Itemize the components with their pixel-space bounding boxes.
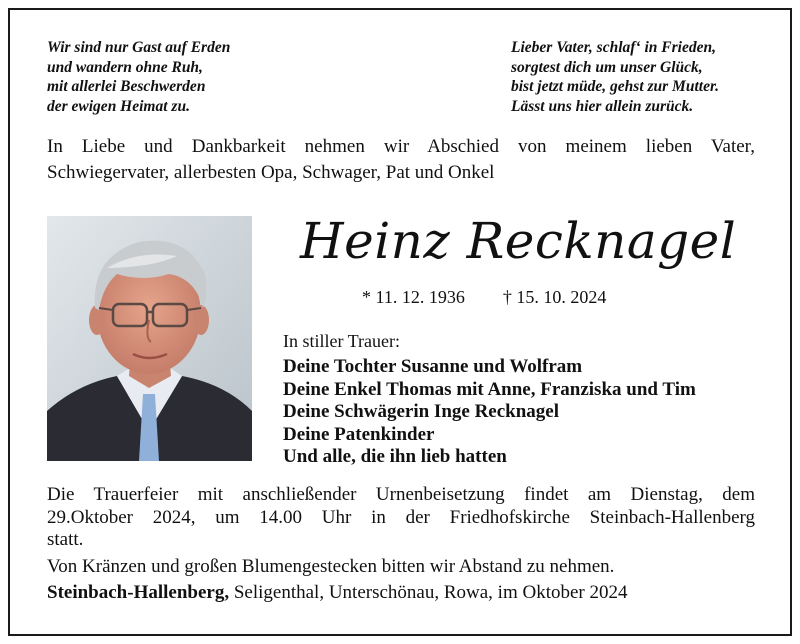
mourning-label: In stiller Trauer: (283, 331, 400, 351)
place-and-date (47, 582, 628, 604)
mourner-line: Und alle, die ihn lieb hatten (283, 446, 507, 467)
mourners-list (283, 356, 696, 469)
poem-left-line: der ewigen Heimat zu. (47, 97, 190, 115)
poem-left-line: Wir sind nur Gast auf Erden (47, 39, 231, 56)
place-main: Steinbach-Hallenberg, (47, 582, 230, 603)
poem-right-line: Lässt uns hier allein zurück. (511, 97, 694, 115)
poem-left-line: und wandern ohne Ruh, (47, 58, 203, 76)
intro-line: In Liebe und Dankbarkeit nehmen wir Abschied von meinem lieben Vater, (47, 136, 755, 157)
poem-right-line: bist jetzt müde, gehst zur Mutter. (511, 78, 720, 95)
place-rest: Seligenthal, Unterschönau, Rowa, im Oktober 2024 (229, 582, 628, 603)
mourner-line: Deine Patenkinder (283, 423, 435, 445)
life-dates (362, 286, 606, 308)
flowers-request: Von Kränzen und großen Blumengestecken bitten wir Abstand zu nehmen. (47, 556, 615, 577)
poem-right-line: sorgtest dich um unser Glück, (511, 58, 703, 76)
service-announcement (47, 484, 755, 552)
service-line: Die Trauerfeier mit anschließender Urnenbeisetzung findet am Dienstag, dem (47, 484, 755, 505)
mourner-line: Deine Schwägerin Inge Recknagel (283, 401, 560, 422)
deceased-name: Heinz Recknagel (300, 212, 737, 270)
portrait-photo (47, 216, 252, 461)
poem-right-line: Lieber Vater, schlaf‘ in Frieden, (511, 39, 716, 56)
poem-right (511, 38, 719, 116)
birth-date: * 11. 12. 1936 (362, 287, 465, 307)
mourner-line: Deine Tochter Susanne und Wolfram (283, 356, 583, 377)
service-line: statt. (47, 529, 84, 550)
intro-line: Schwiegervater, allerbesten Opa, Schwager, Pat und Onkel (47, 162, 495, 183)
death-date: † 15. 10. 2024 (502, 287, 607, 307)
mourner-line: Deine Enkel Thomas mit Anne, Franziska und Tim (283, 378, 696, 400)
poem-left-line: mit allerlei Beschwerden (47, 78, 206, 95)
intro-text (47, 134, 755, 186)
service-line: 29.Oktober 2024, um 14.00 Uhr in der Friedhofskirche Steinbach-Hallenberg (47, 506, 755, 528)
poem-left (47, 38, 230, 116)
